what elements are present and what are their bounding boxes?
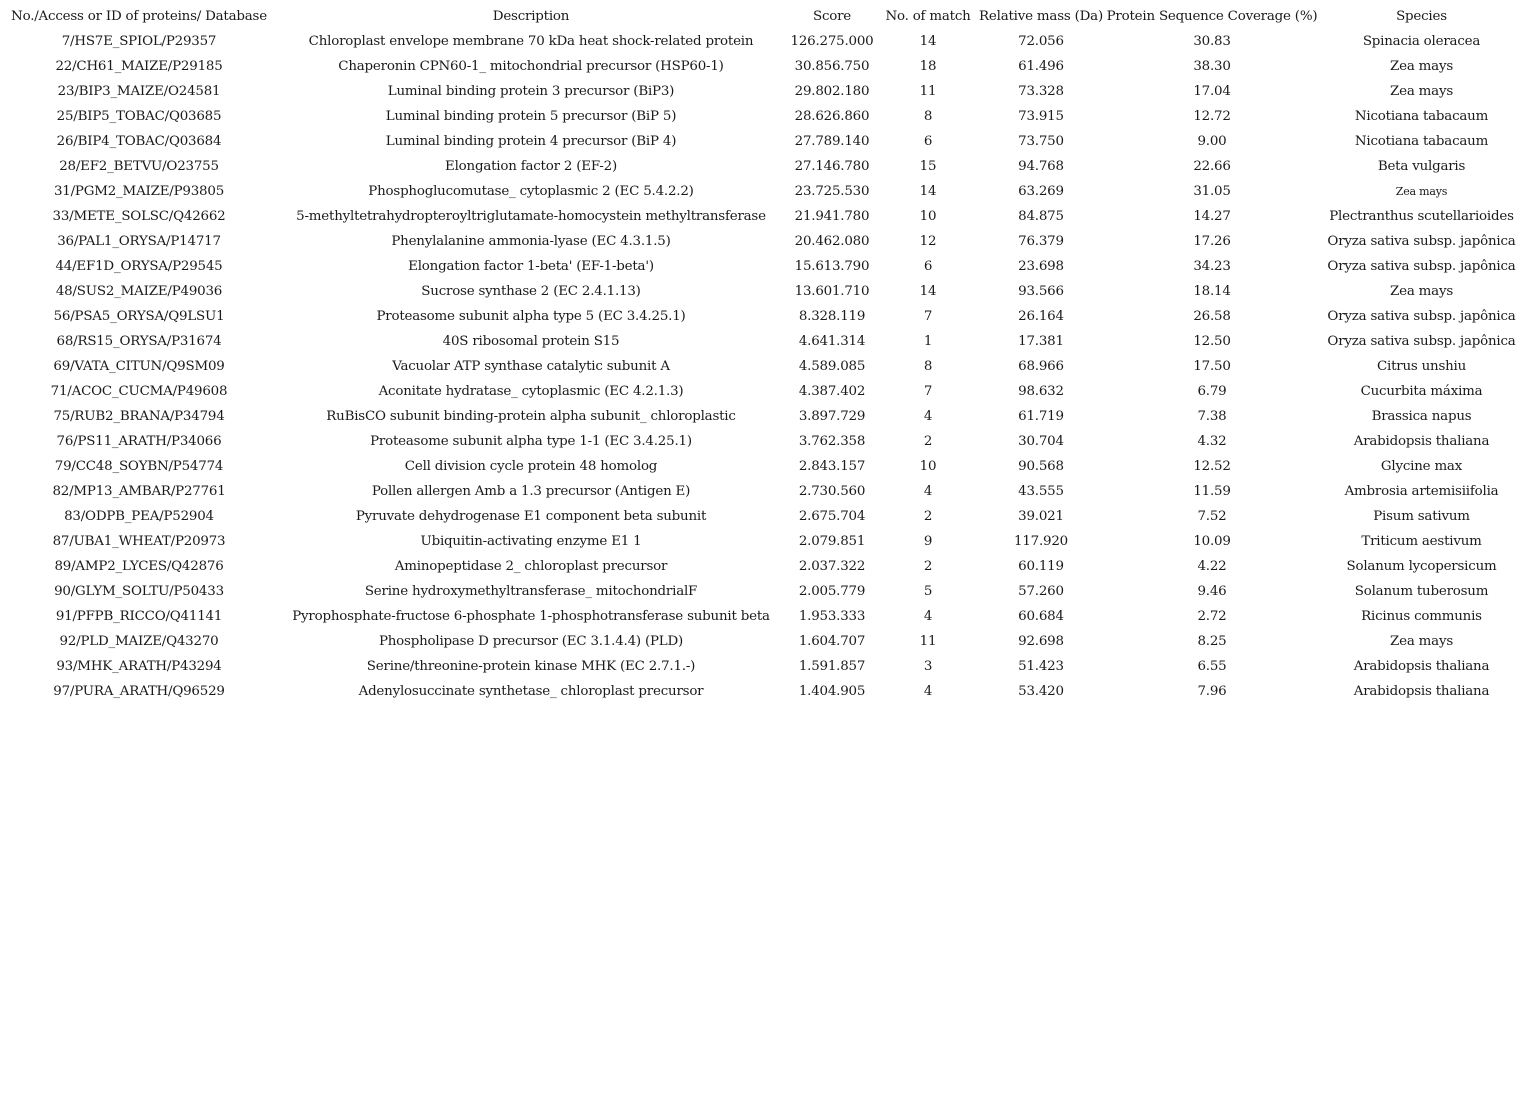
cell-description: Luminal binding protein 5 precursor (BiP 5) [385, 109, 677, 124]
table-row [0, 29, 1525, 54]
cell-relative-mass: 26.164 [1018, 309, 1064, 324]
cell-species: Zea mays [1395, 185, 1448, 198]
cell-description: Serine hydroxymethyltransferase_ mitochondrialF [364, 584, 698, 599]
cell-score: 1.953.333 [798, 609, 866, 624]
table-body [0, 29, 1525, 704]
cell-match-count: 12 [919, 234, 937, 249]
cell-relative-mass: 73.750 [1018, 134, 1064, 149]
cell-match-count: 4 [923, 484, 933, 499]
table-row [0, 254, 1525, 279]
header-description: Description [492, 9, 570, 24]
cell-match-count: 4 [923, 609, 933, 624]
cell-sequence-coverage: 17.50 [1193, 359, 1231, 374]
cell-sequence-coverage: 34.23 [1193, 259, 1231, 274]
cell-species: Cucurbita máxima [1360, 384, 1483, 399]
table-row [0, 204, 1525, 229]
table-row [0, 54, 1525, 79]
cell-sequence-coverage: 10.09 [1193, 534, 1231, 549]
table-row [0, 654, 1525, 679]
cell-species: Spinacia oleracea [1362, 34, 1481, 49]
cell-species: Arabidopsis thaliana [1353, 684, 1490, 699]
cell-relative-mass: 23.698 [1018, 259, 1064, 274]
cell-match-count: 4 [923, 684, 933, 699]
cell-species: Nicotiana tabacaum [1354, 134, 1489, 149]
cell-species: Oryza sativa subsp. japônica [1327, 234, 1516, 249]
cell-match-count: 18 [919, 59, 937, 74]
cell-description: 40S ribosomal protein S15 [442, 334, 620, 349]
cell-relative-mass: 53.420 [1018, 684, 1064, 699]
cell-sequence-coverage: 7.38 [1197, 409, 1227, 424]
cell-description: Aconitate hydratase_ cytoplasmic (EC 4.2.1.3) [378, 384, 684, 399]
cell-relative-mass: 98.632 [1018, 384, 1064, 399]
cell-score: 30.856.750 [794, 59, 870, 74]
cell-score: 2.843.157 [798, 459, 866, 474]
table-header-row [0, 4, 1525, 29]
cell-species: Glycine max [1380, 459, 1463, 474]
cell-match-count: 15 [919, 159, 937, 174]
cell-sequence-coverage: 2.72 [1197, 609, 1227, 624]
cell-protein-id: 75/RUB2_BRANA/P34794 [53, 409, 225, 424]
cell-sequence-coverage: 17.04 [1193, 84, 1231, 99]
cell-protein-id: 48/SUS2_MAIZE/P49036 [55, 284, 223, 299]
cell-score: 2.037.322 [798, 559, 866, 574]
cell-description: Phosphoglucomutase_ cytoplasmic 2 (EC 5.4.2.2) [368, 184, 694, 199]
table-row [0, 79, 1525, 104]
cell-relative-mass: 43.555 [1018, 484, 1064, 499]
cell-description: Sucrose synthase 2 (EC 2.4.1.13) [421, 284, 641, 299]
cell-match-count: 5 [923, 584, 933, 599]
table-row [0, 104, 1525, 129]
cell-match-count: 8 [923, 359, 933, 374]
cell-protein-id: 22/CH61_MAIZE/P29185 [55, 59, 223, 74]
cell-protein-id: 23/BIP3_MAIZE/O24581 [57, 84, 221, 99]
cell-score: 21.941.780 [794, 209, 870, 224]
cell-sequence-coverage: 18.14 [1193, 284, 1231, 299]
table-row [0, 129, 1525, 154]
cell-relative-mass: 73.915 [1018, 109, 1064, 124]
cell-sequence-coverage: 7.52 [1197, 509, 1227, 524]
cell-relative-mass: 61.719 [1018, 409, 1064, 424]
cell-relative-mass: 84.875 [1018, 209, 1064, 224]
cell-score: 29.802.180 [794, 84, 870, 99]
cell-score: 126.275.000 [790, 34, 874, 49]
cell-sequence-coverage: 6.79 [1197, 384, 1227, 399]
table-row [0, 479, 1525, 504]
cell-relative-mass: 63.269 [1018, 184, 1064, 199]
cell-protein-id: 76/PS11_ARATH/P34066 [56, 434, 222, 449]
header-id: No./Access or ID of proteins/ Database [11, 9, 267, 24]
cell-species: Oryza sativa subsp. japônica [1327, 334, 1516, 349]
table-row [0, 179, 1525, 204]
header-matches: No. of match [885, 9, 971, 24]
cell-species: Ambrosia artemisiifolia [1344, 484, 1499, 499]
cell-sequence-coverage: 14.27 [1193, 209, 1231, 224]
cell-description: Proteasome subunit alpha type 5 (EC 3.4.25.1) [376, 309, 686, 324]
cell-match-count: 8 [923, 109, 933, 124]
table-row [0, 529, 1525, 554]
cell-protein-id: 68/RS15_ORYSA/P31674 [56, 334, 222, 349]
cell-sequence-coverage: 12.72 [1193, 109, 1231, 124]
cell-score: 2.079.851 [798, 534, 866, 549]
table-row [0, 354, 1525, 379]
cell-description: Proteasome subunit alpha type 1-1 (EC 3.4.25.1) [370, 434, 692, 449]
table-row [0, 629, 1525, 654]
cell-description: Ubiquitin-activating enzyme E1 1 [420, 534, 642, 549]
cell-relative-mass: 57.260 [1018, 584, 1064, 599]
cell-relative-mass: 76.379 [1018, 234, 1064, 249]
table-row [0, 579, 1525, 604]
cell-match-count: 2 [923, 509, 933, 524]
cell-species: Pisum sativum [1373, 509, 1470, 524]
cell-match-count: 7 [923, 384, 933, 399]
cell-score: 27.146.780 [794, 159, 870, 174]
cell-species: Beta vulgaris [1377, 159, 1466, 174]
cell-relative-mass: 92.698 [1018, 634, 1064, 649]
cell-score: 3.762.358 [798, 434, 866, 449]
cell-protein-id: 93/MHK_ARATH/P43294 [56, 659, 222, 674]
cell-protein-id: 31/PGM2_MAIZE/P93805 [53, 184, 225, 199]
cell-protein-id: 56/PSA5_ORYSA/Q9LSU1 [53, 309, 225, 324]
header-mass: Relative mass (Da) [979, 9, 1103, 24]
cell-score: 13.601.710 [794, 284, 870, 299]
cell-match-count: 2 [923, 559, 933, 574]
cell-relative-mass: 39.021 [1018, 509, 1064, 524]
cell-sequence-coverage: 9.46 [1197, 584, 1227, 599]
cell-species: Plectranthus scutellarioides [1329, 209, 1514, 224]
cell-sequence-coverage: 17.26 [1193, 234, 1231, 249]
cell-description: Pollen allergen Amb a 1.3 precursor (Antigen E) [371, 484, 691, 499]
cell-description: Aminopeptidase 2_ chloroplast precursor [394, 559, 668, 574]
cell-protein-id: 89/AMP2_LYCES/Q42876 [54, 559, 224, 574]
cell-score: 1.591.857 [798, 659, 866, 674]
cell-score: 3.897.729 [798, 409, 866, 424]
cell-relative-mass: 93.566 [1018, 284, 1064, 299]
cell-relative-mass: 117.920 [1014, 534, 1068, 549]
cell-match-count: 11 [919, 634, 937, 649]
cell-description: 5-methyltetrahydropteroyltriglutamate-homocystein methyltransferase [296, 209, 766, 224]
table-row [0, 229, 1525, 254]
cell-description: Luminal binding protein 4 precursor (BiP 4) [385, 134, 677, 149]
cell-description: Serine/threonine-protein kinase MHK (EC 2.7.1.-) [366, 659, 696, 674]
cell-sequence-coverage: 30.83 [1193, 34, 1231, 49]
cell-score: 4.589.085 [798, 359, 866, 374]
table-row [0, 379, 1525, 404]
cell-species: Solanum lycopersicum [1346, 559, 1497, 574]
cell-score: 23.725.530 [794, 184, 870, 199]
cell-score: 15.613.790 [794, 259, 870, 274]
cell-protein-id: 92/PLD_MAIZE/Q43270 [59, 634, 219, 649]
cell-sequence-coverage: 11.59 [1193, 484, 1231, 499]
cell-score: 4.387.402 [798, 384, 866, 399]
cell-protein-id: 36/PAL1_ORYSA/P14717 [57, 234, 221, 249]
cell-protein-id: 87/UBA1_WHEAT/P20973 [52, 534, 226, 549]
cell-description: RuBisCO subunit binding-protein alpha subunit_ chloroplastic [326, 409, 736, 424]
cell-protein-id: 82/MP13_AMBAR/P27761 [52, 484, 226, 499]
cell-sequence-coverage: 22.66 [1193, 159, 1231, 174]
cell-protein-id: 25/BIP5_TOBAC/Q03685 [56, 109, 222, 124]
cell-sequence-coverage: 31.05 [1193, 184, 1231, 199]
cell-sequence-coverage: 4.22 [1197, 559, 1227, 574]
cell-match-count: 10 [919, 209, 937, 224]
table-row [0, 304, 1525, 329]
cell-description: Pyruvate dehydrogenase E1 component beta subunit [355, 509, 707, 524]
cell-species: Nicotiana tabacaum [1354, 109, 1489, 124]
cell-sequence-coverage: 7.96 [1197, 684, 1227, 699]
cell-protein-id: 7/HS7E_SPIOL/P29357 [61, 34, 217, 49]
cell-sequence-coverage: 12.50 [1193, 334, 1231, 349]
cell-match-count: 14 [919, 284, 937, 299]
cell-description: Luminal binding protein 3 precursor (BiP3) [387, 84, 675, 99]
cell-match-count: 10 [919, 459, 937, 474]
cell-score: 28.626.860 [794, 109, 870, 124]
cell-protein-id: 91/PFPB_RICCO/Q41141 [55, 609, 223, 624]
cell-description: Cell division cycle protein 48 homolog [404, 459, 658, 474]
table-row [0, 154, 1525, 179]
header-coverage: Protein Sequence Coverage (%) [1106, 9, 1318, 24]
cell-match-count: 11 [919, 84, 937, 99]
cell-species: Zea mays [1390, 634, 1453, 649]
cell-match-count: 6 [923, 134, 933, 149]
cell-species: Zea mays [1390, 84, 1453, 99]
cell-protein-id: 71/ACOC_CUCMA/P49608 [50, 384, 228, 399]
table-row [0, 604, 1525, 629]
cell-species: Solanum tuberosum [1354, 584, 1489, 599]
table-row [0, 504, 1525, 529]
cell-relative-mass: 60.119 [1018, 559, 1064, 574]
cell-description: Elongation factor 2 (EF-2) [445, 159, 617, 174]
cell-match-count: 7 [923, 309, 933, 324]
table-row [0, 554, 1525, 579]
cell-relative-mass: 30.704 [1018, 434, 1064, 449]
cell-description: Adenylosuccinate synthetase_ chloroplast precursor [358, 684, 704, 699]
cell-score: 1.604.707 [798, 634, 866, 649]
cell-species: Triticum aestivum [1361, 534, 1482, 549]
cell-species: Arabidopsis thaliana [1353, 659, 1490, 674]
cell-protein-id: 44/EF1D_ORYSA/P29545 [55, 259, 223, 274]
cell-score: 8.328.119 [798, 309, 866, 324]
cell-species: Ricinus communis [1361, 609, 1482, 624]
cell-relative-mass: 94.768 [1018, 159, 1064, 174]
cell-sequence-coverage: 6.55 [1197, 659, 1227, 674]
cell-match-count: 14 [919, 34, 937, 49]
table-row [0, 454, 1525, 479]
cell-description: Chloroplast envelope membrane 70 kDa heat shock-related protein [308, 34, 754, 49]
cell-description: Elongation factor 1-beta' (EF-1-beta') [408, 259, 654, 274]
header-score: Score [812, 9, 852, 24]
cell-match-count: 9 [923, 534, 933, 549]
protein-identification-table [0, 4, 1525, 704]
table-row [0, 429, 1525, 454]
table-row [0, 279, 1525, 304]
cell-sequence-coverage: 4.32 [1197, 434, 1227, 449]
cell-species: Zea mays [1390, 59, 1453, 74]
cell-species: Citrus unshiu [1376, 359, 1467, 374]
cell-relative-mass: 68.966 [1018, 359, 1064, 374]
cell-relative-mass: 61.496 [1018, 59, 1064, 74]
cell-description: Phenylalanine ammonia-lyase (EC 4.3.1.5) [391, 234, 671, 249]
cell-relative-mass: 17.381 [1018, 334, 1064, 349]
cell-relative-mass: 51.423 [1018, 659, 1064, 674]
cell-match-count: 2 [923, 434, 933, 449]
cell-description: Phospholipase D precursor (EC 3.1.4.4) (PLD) [378, 634, 684, 649]
table-row [0, 404, 1525, 429]
cell-sequence-coverage: 9.00 [1197, 134, 1227, 149]
cell-relative-mass: 60.684 [1018, 609, 1064, 624]
cell-match-count: 1 [923, 334, 933, 349]
cell-match-count: 4 [923, 409, 933, 424]
cell-sequence-coverage: 12.52 [1193, 459, 1231, 474]
cell-match-count: 3 [923, 659, 933, 674]
cell-protein-id: 79/CC48_SOYBN/P54774 [54, 459, 224, 474]
cell-species: Arabidopsis thaliana [1353, 434, 1490, 449]
cell-description: Vacuolar ATP synthase catalytic subunit A [392, 359, 670, 374]
cell-score: 4.641.314 [798, 334, 866, 349]
cell-relative-mass: 73.328 [1018, 84, 1064, 99]
table-row [0, 679, 1525, 704]
cell-score: 2.675.704 [798, 509, 866, 524]
cell-score: 20.462.080 [794, 234, 870, 249]
cell-protein-id: 97/PURA_ARATH/Q96529 [53, 684, 225, 699]
cell-protein-id: 28/EF2_BETVU/O23755 [59, 159, 219, 174]
cell-match-count: 6 [923, 259, 933, 274]
cell-match-count: 14 [919, 184, 937, 199]
cell-description: Pyrophosphate-fructose 6-phosphate 1-phosphotransferase subunit beta [292, 609, 770, 624]
cell-description: Chaperonin CPN60-1_ mitochondrial precursor (HSP60-1) [338, 59, 724, 74]
header-species: Species [1396, 9, 1447, 24]
cell-species: Zea mays [1390, 284, 1453, 299]
cell-score: 2.005.779 [798, 584, 866, 599]
cell-sequence-coverage: 8.25 [1197, 634, 1227, 649]
cell-score: 1.404.905 [798, 684, 866, 699]
cell-sequence-coverage: 26.58 [1193, 309, 1231, 324]
cell-protein-id: 33/METE_SOLSC/Q42662 [52, 209, 226, 224]
cell-score: 27.789.140 [794, 134, 870, 149]
table-row [0, 329, 1525, 354]
cell-species: Oryza sativa subsp. japônica [1327, 259, 1516, 274]
cell-species: Brassica napus [1371, 409, 1472, 424]
cell-score: 2.730.560 [798, 484, 866, 499]
cell-relative-mass: 90.568 [1018, 459, 1064, 474]
cell-protein-id: 83/ODPB_PEA/P52904 [64, 509, 214, 524]
cell-protein-id: 26/BIP4_TOBAC/Q03684 [56, 134, 222, 149]
cell-sequence-coverage: 38.30 [1193, 59, 1231, 74]
cell-protein-id: 69/VATA_CITUN/Q9SM09 [53, 359, 225, 374]
cell-protein-id: 90/GLYM_SOLTU/P50433 [54, 584, 224, 599]
cell-relative-mass: 72.056 [1018, 34, 1064, 49]
cell-species: Oryza sativa subsp. japônica [1327, 309, 1516, 324]
